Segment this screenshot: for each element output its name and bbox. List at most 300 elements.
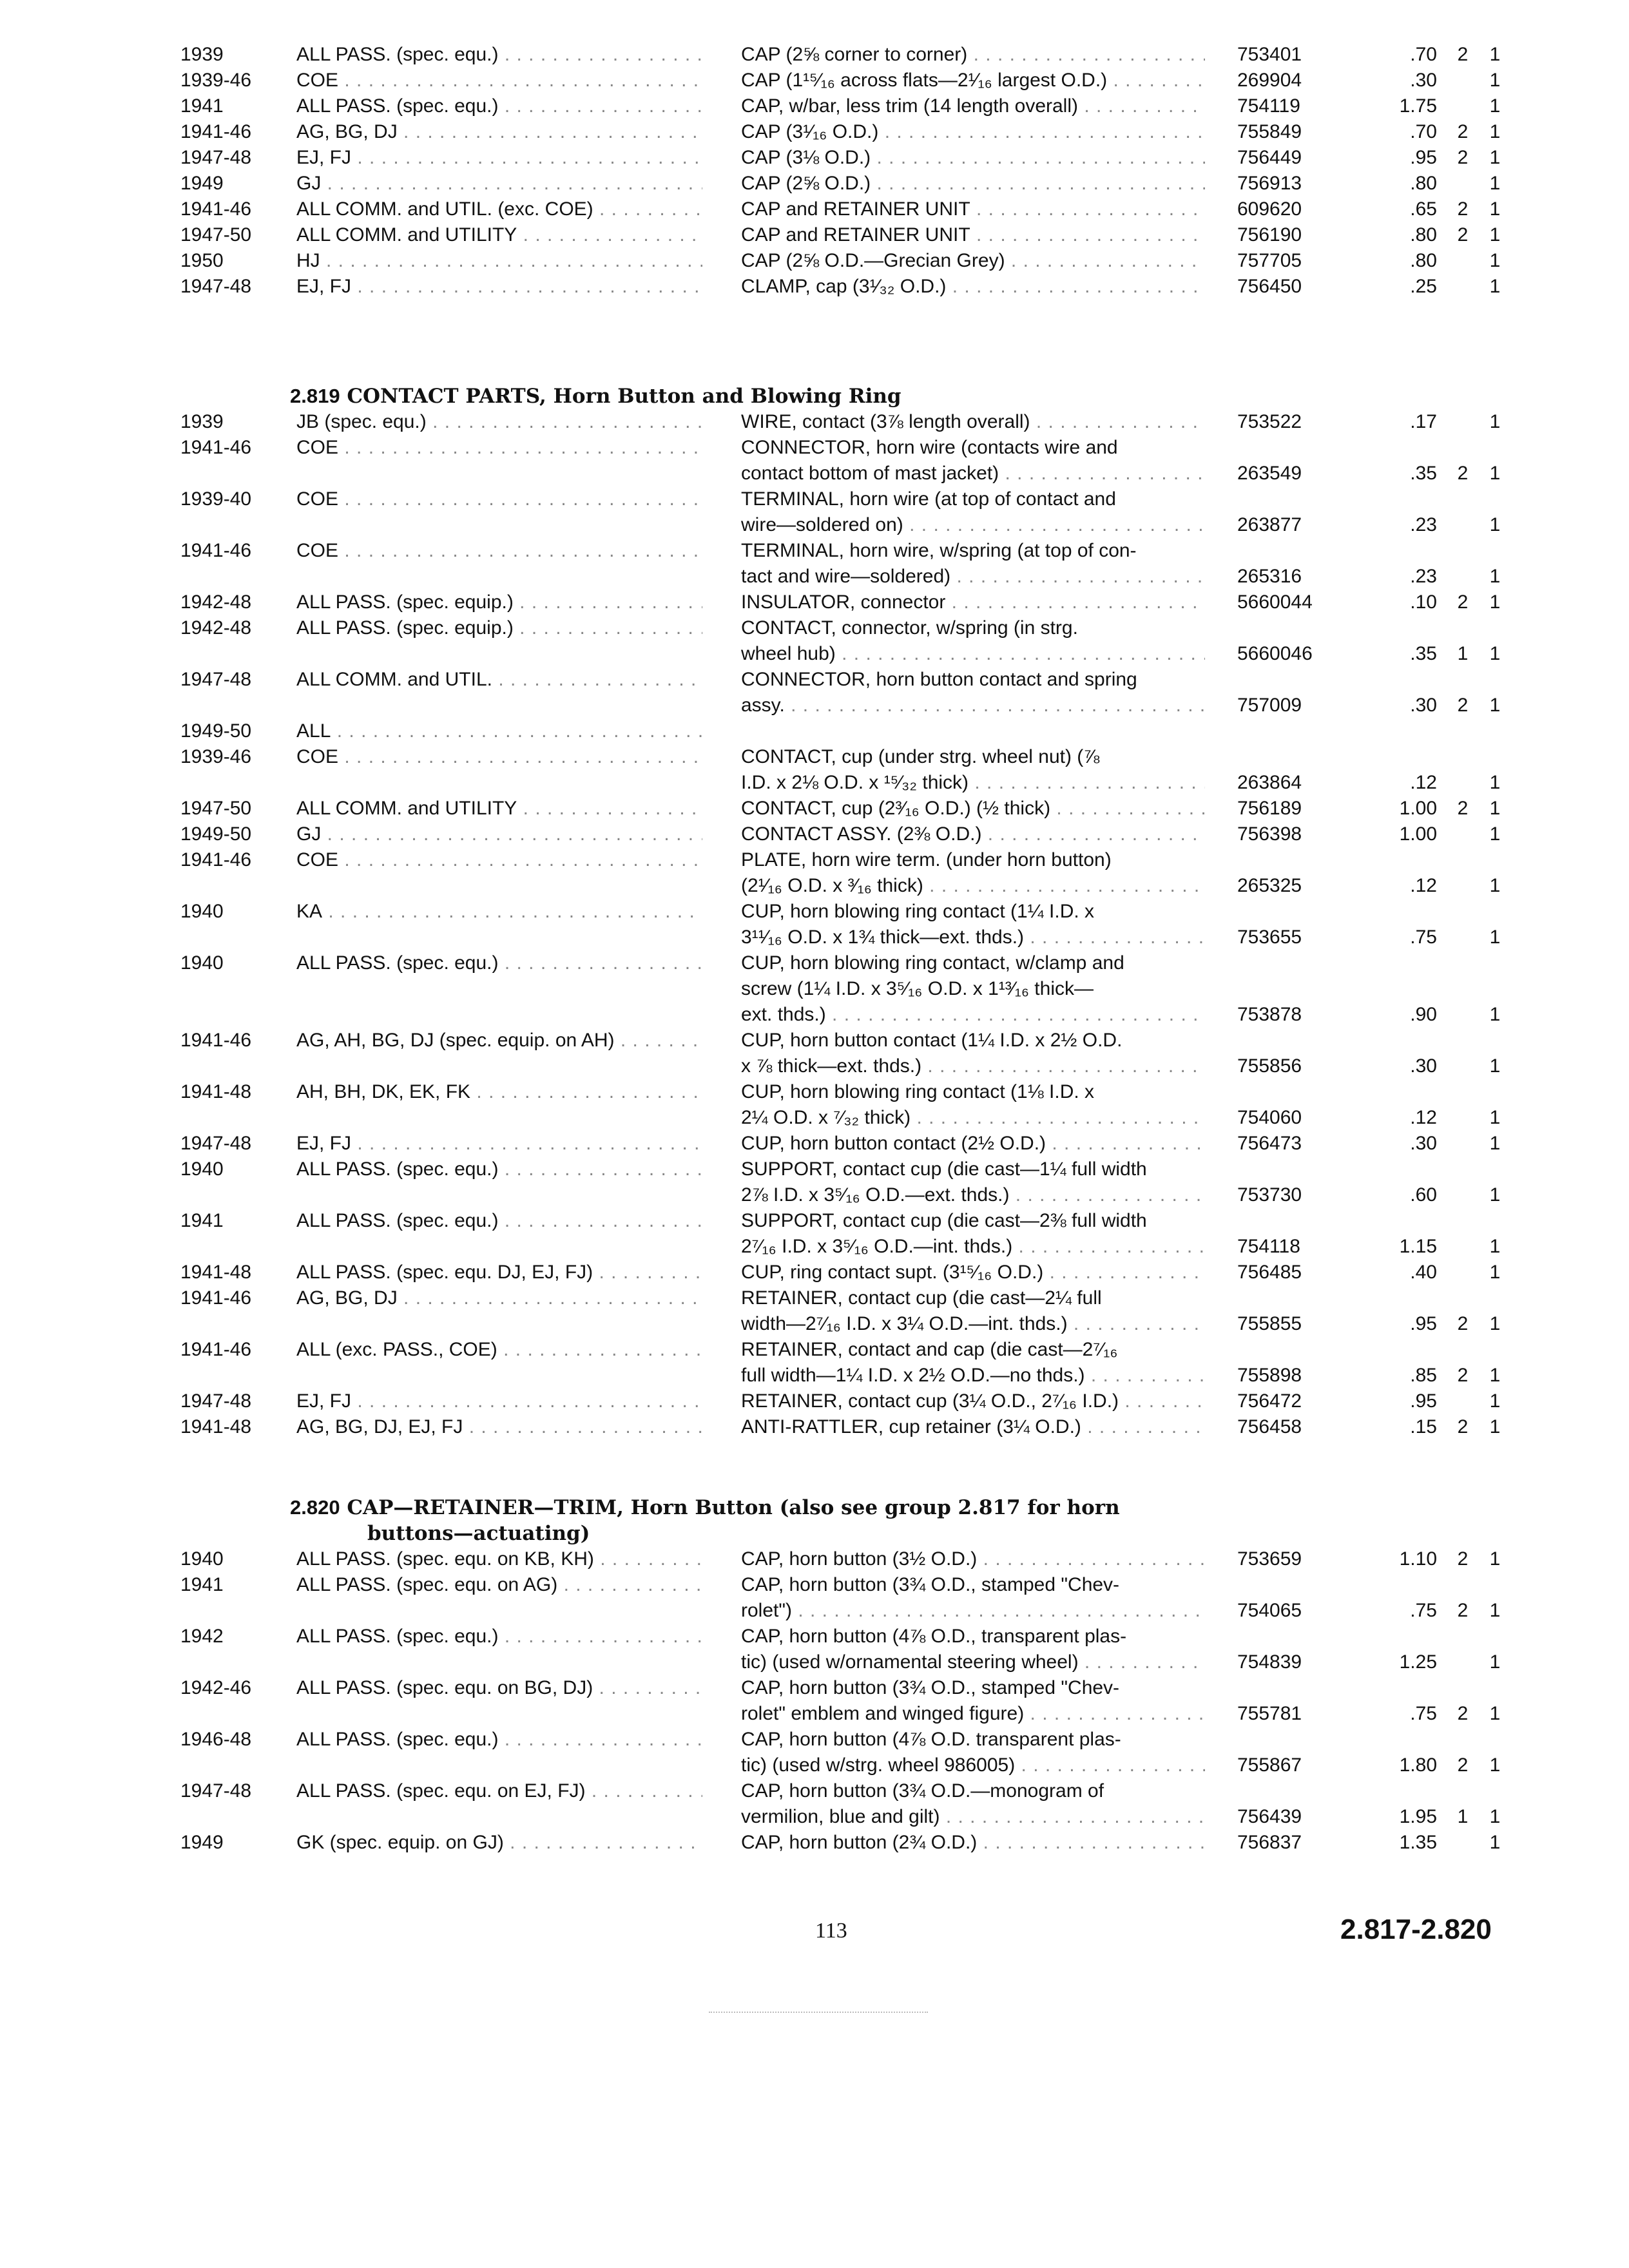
part-description: CAP (2⅝ corner to corner) . . .: [741, 42, 1205, 68]
quantity-a: 2: [1457, 147, 1469, 168]
part-description: ANTI-RATTLER, cup retainer (3¼ O.D.) . . .: [741, 1414, 1205, 1440]
quantity-a: 2: [1457, 1754, 1469, 1776]
model-years: 1949-50: [180, 720, 252, 742]
list-price: .30: [1410, 1133, 1437, 1154]
section-heading: [290, 1495, 1120, 1521]
part-number: 269904: [1237, 70, 1302, 91]
page-number: 113: [815, 1919, 847, 1943]
model-years: 1947-50: [180, 224, 252, 245]
list-price: .23: [1410, 566, 1437, 587]
catalog-row: [0, 409, 1629, 435]
model-years: 1941: [180, 1210, 224, 1231]
part-description: CAP (2⅝ O.D.—Grecian Grey) . . .: [741, 248, 1205, 274]
model-applications: ALL PASS. (spec. equip.) . . .: [296, 590, 702, 615]
part-description: contact bottom of mast jacket) . . .: [741, 461, 1205, 486]
list-price: 1.00: [1399, 798, 1437, 819]
model-applications: ALL (exc. PASS., COE) . . .: [296, 1337, 702, 1363]
list-price: 1.15: [1399, 1236, 1437, 1257]
part-number: 755781: [1237, 1703, 1302, 1724]
part-description: assy. . . .: [741, 693, 1205, 718]
list-price: .12: [1410, 772, 1437, 793]
part-description: 2¼ O.D. x ⁷⁄₃₂ thick) . . .: [741, 1105, 1205, 1131]
part-number: 754118: [1237, 1236, 1300, 1257]
part-number: 753878: [1237, 1004, 1302, 1025]
part-number: 753522: [1237, 411, 1302, 432]
part-description: CAP, horn button (3¾ O.D.—monogram of: [741, 1780, 1104, 1802]
list-price: .95: [1410, 147, 1437, 168]
quantity-b: 1: [1489, 1262, 1501, 1283]
part-description: CUP, horn button contact (2½ O.D.) . . .: [741, 1131, 1205, 1157]
catalog-row: [0, 222, 1629, 248]
quantity-b: 1: [1489, 463, 1501, 484]
model-applications: COE . . .: [296, 486, 702, 512]
model-applications: ALL PASS. (spec. equ.) . . .: [296, 1727, 702, 1753]
model-applications: ALL COMM. and UTIL. . . .: [296, 667, 702, 693]
part-description: x ⅞ thick—ext. thds.) . . .: [741, 1053, 1205, 1079]
model-applications: ALL COMM. and UTIL. (exc. COE) . . .: [296, 197, 702, 222]
model-applications: AH, BH, DK, EK, FK . . .: [296, 1079, 702, 1105]
catalog-row: [0, 171, 1629, 197]
scan-artifact: [709, 2012, 928, 2015]
model-years: 1940: [180, 952, 224, 974]
part-description: CUP, horn blowing ring contact (1¼ I.D. x: [741, 901, 1095, 922]
quantity-a: 2: [1457, 1365, 1469, 1386]
catalog-row: [0, 615, 1629, 667]
quantity-b: 1: [1489, 1703, 1501, 1724]
part-description: 3¹¹⁄₁₆ O.D. x 1¾ thick—ext. thds.) . . .: [741, 925, 1205, 950]
quantity-b: 1: [1489, 1390, 1501, 1412]
part-description: CUP, horn blowing ring contact, w/clamp and: [741, 952, 1124, 974]
quantity-b: 1: [1489, 566, 1501, 587]
quantity-a: 2: [1457, 1313, 1469, 1334]
part-description: CUP, ring contact supt. (3¹⁵⁄₁₆ O.D.) . . .: [741, 1260, 1205, 1285]
catalog-row: [0, 590, 1629, 615]
model-years: 1950: [180, 250, 224, 271]
part-description: (2¹⁄₁₆ O.D. x ³⁄₁₆ thick) . . .: [741, 873, 1205, 899]
list-price: .12: [1410, 1107, 1437, 1128]
model-applications: COE . . .: [296, 847, 702, 873]
part-number: 756837: [1237, 1832, 1302, 1853]
part-description: CUP, horn button contact (1¼ I.D. x 2½ O.D.: [741, 1030, 1123, 1051]
catalog-row: [0, 1337, 1629, 1389]
part-number: 756458: [1237, 1416, 1302, 1437]
catalog-row: [0, 1079, 1629, 1131]
quantity-b: 1: [1489, 798, 1501, 819]
part-description: WIRE, contact (3⅞ length overall) . . .: [741, 409, 1205, 435]
model-applications: AG, BG, DJ . . .: [296, 119, 702, 145]
quantity-a: 2: [1457, 1416, 1469, 1437]
list-price: .85: [1410, 1365, 1437, 1386]
catalog-row: [0, 667, 1629, 718]
part-number: 756439: [1237, 1806, 1302, 1827]
quantity-b: 1: [1489, 1184, 1501, 1206]
part-description: CAP (3¹⁄₁₆ O.D.) . . .: [741, 119, 1205, 145]
model-applications: COE . . .: [296, 744, 702, 770]
model-years: 1939-46: [180, 746, 252, 767]
part-description: rolet" emblem and winged figure) . . .: [741, 1701, 1205, 1727]
model-years: 1942: [180, 1626, 224, 1647]
catalog-row: [0, 1131, 1629, 1157]
quantity-b: 1: [1489, 1754, 1501, 1776]
model-years: 1947-48: [180, 1390, 252, 1412]
catalog-row: [0, 68, 1629, 93]
part-number: 756473: [1237, 1133, 1302, 1154]
catalog-row: [0, 1778, 1629, 1830]
list-price: 1.95: [1399, 1806, 1437, 1827]
model-years: 1942-48: [180, 591, 252, 613]
catalog-row: [0, 486, 1629, 538]
part-number: 754839: [1237, 1651, 1302, 1673]
model-years: 1939-40: [180, 488, 252, 510]
catalog-row: [0, 145, 1629, 171]
section-title: CAP—RETAINER—TRIM, Horn Button (also see group 2.817 for horn: [347, 1496, 1120, 1519]
part-number: 263864: [1237, 772, 1302, 793]
part-description: rolet") . . .: [741, 1598, 1205, 1624]
part-description: CONTACT, cup (under strg. wheel nut) (⅞: [741, 746, 1100, 767]
part-description: CAP, horn button (3½ O.D.) . . .: [741, 1546, 1205, 1572]
part-number: 756450: [1237, 276, 1302, 297]
list-price: .23: [1410, 514, 1437, 535]
model-applications: ALL PASS. (spec. equ. on AG) . . .: [296, 1572, 702, 1598]
quantity-b: 1: [1489, 1832, 1501, 1853]
quantity-a: 2: [1457, 798, 1469, 819]
section-heading: [290, 383, 901, 409]
model-applications: COE . . .: [296, 538, 702, 564]
list-price: .95: [1410, 1313, 1437, 1334]
catalog-row: [0, 1208, 1629, 1260]
quantity-b: 1: [1489, 250, 1501, 271]
part-description: CAP (1¹⁵⁄₁₆ across flats—2¹⁄₁₆ largest O.D.) . . .: [741, 68, 1205, 93]
catalog-row: [0, 1546, 1629, 1572]
part-number: 756485: [1237, 1262, 1302, 1283]
list-price: .35: [1410, 463, 1437, 484]
part-description: CONTACT, cup (2³⁄₁₆ O.D.) (½ thick) . . .: [741, 796, 1205, 822]
part-description: CAP, horn button (2¾ O.D.) . . .: [741, 1830, 1205, 1856]
quantity-b: 1: [1489, 772, 1501, 793]
part-number: 754060: [1237, 1107, 1302, 1128]
part-number: 756190: [1237, 224, 1302, 245]
model-years: 1947-50: [180, 798, 252, 819]
quantity-b: 1: [1489, 695, 1501, 716]
section-number: 2.819: [290, 385, 340, 407]
model-years: 1940: [180, 1548, 224, 1570]
list-price: .80: [1410, 173, 1437, 194]
part-description: CLAMP, cap (3¹⁄₃₂ O.D.) . . .: [741, 274, 1205, 300]
model-years: 1941-46: [180, 198, 252, 220]
quantity-b: 1: [1489, 1133, 1501, 1154]
list-price: .10: [1410, 591, 1437, 613]
model-applications: ALL . . .: [296, 718, 702, 744]
part-number: 263549: [1237, 463, 1302, 484]
part-description: CAP, horn button (4⅞ O.D. transparent plas-: [741, 1729, 1121, 1750]
catalog-row: [0, 718, 1629, 744]
model-years: 1947-48: [180, 147, 252, 168]
model-years: 1941-46: [180, 121, 252, 142]
quantity-b: 1: [1489, 1107, 1501, 1128]
part-description: CONNECTOR, horn button contact and spring: [741, 669, 1137, 690]
part-number: 756472: [1237, 1390, 1302, 1412]
list-price: .80: [1410, 224, 1437, 245]
part-number: 5660046: [1237, 643, 1313, 664]
part-description: CAP and RETAINER UNIT . . .: [741, 197, 1205, 222]
quantity-b: 1: [1489, 276, 1501, 297]
catalog-row: [0, 1414, 1629, 1440]
quantity-b: 1: [1489, 121, 1501, 142]
part-number: 756189: [1237, 798, 1302, 819]
model-applications: KA . . .: [296, 899, 702, 925]
list-price: .75: [1410, 1600, 1437, 1621]
quantity-a: 2: [1457, 463, 1469, 484]
part-description: screw (1¼ I.D. x 3⁵⁄₁₆ O.D. x 1¹³⁄₁₆ thick—: [741, 978, 1094, 999]
model-years: 1939-46: [180, 70, 252, 91]
model-applications: ALL COMM. and UTILITY . . .: [296, 222, 702, 248]
catalog-row: [0, 119, 1629, 145]
group-range: 2.817-2.820: [1340, 1914, 1492, 1945]
part-description: RETAINER, contact and cap (die cast—2⁷⁄₁₆: [741, 1339, 1118, 1360]
model-applications: AG, AH, BG, DJ (spec. equip. on AH) . . .: [296, 1028, 702, 1053]
part-number: 755898: [1237, 1365, 1302, 1386]
part-description: 2⅞ I.D. x 3⁵⁄₁₆ O.D.—ext. thds.) . . .: [741, 1182, 1205, 1208]
quantity-b: 1: [1489, 411, 1501, 432]
list-price: .95: [1410, 1390, 1437, 1412]
part-description: TERMINAL, horn wire, w/spring (at top of con-: [741, 540, 1137, 561]
part-description: PLATE, horn wire term. (under horn button): [741, 849, 1112, 870]
model-applications: ALL PASS. (spec. equ.) . . .: [296, 1157, 702, 1182]
model-applications: ALL PASS. (spec. equ.) . . .: [296, 1624, 702, 1649]
model-years: 1941-48: [180, 1262, 252, 1283]
list-price: .17: [1410, 411, 1437, 432]
quantity-b: 1: [1489, 198, 1501, 220]
model-applications: ALL PASS. (spec. equ. on KB, KH) . . .: [296, 1546, 702, 1572]
model-applications: COE . . .: [296, 68, 702, 93]
quantity-b: 1: [1489, 591, 1501, 613]
part-number: 755867: [1237, 1754, 1302, 1776]
model-years: 1941: [180, 95, 224, 117]
model-years: 1947-48: [180, 1133, 252, 1154]
part-number: 757705: [1237, 250, 1302, 271]
model-years: 1941-46: [180, 1030, 252, 1051]
part-number: 756449: [1237, 147, 1302, 168]
list-price: .40: [1410, 1262, 1437, 1283]
quantity-b: 1: [1489, 1004, 1501, 1025]
quantity-b: 1: [1489, 70, 1501, 91]
list-price: .70: [1410, 44, 1437, 65]
model-applications: HJ . . .: [296, 248, 702, 274]
part-description: SUPPORT, contact cup (die cast—1¼ full width: [741, 1158, 1147, 1180]
model-applications: EJ, FJ . . .: [296, 145, 702, 171]
quantity-a: 2: [1457, 198, 1469, 220]
section-number: 2.820: [290, 1496, 340, 1519]
model-years: 1949: [180, 173, 224, 194]
quantity-a: 2: [1457, 1703, 1469, 1724]
part-number: 754065: [1237, 1600, 1302, 1621]
model-years: 1941-46: [180, 1287, 252, 1309]
part-description: CAP (3⅛ O.D.) . . .: [741, 145, 1205, 171]
list-price: 1.00: [1399, 823, 1437, 845]
catalog-row: [0, 1285, 1629, 1337]
model-years: 1942-46: [180, 1677, 252, 1698]
part-description: ext. thds.) . . .: [741, 1002, 1205, 1028]
list-price: .12: [1410, 875, 1437, 896]
catalog-row: [0, 1624, 1629, 1675]
catalog-row: [0, 1572, 1629, 1624]
model-applications: ALL PASS. (spec. equ. on BG, DJ) . . .: [296, 1675, 702, 1701]
quantity-b: 1: [1489, 1055, 1501, 1077]
part-description: CAP and RETAINER UNIT . . .: [741, 222, 1205, 248]
list-price: .30: [1410, 70, 1437, 91]
model-applications: ALL PASS. (spec. equ. DJ, EJ, FJ) . . .: [296, 1260, 702, 1285]
catalog-row: [0, 197, 1629, 222]
part-number: 753401: [1237, 44, 1302, 65]
part-description: RETAINER, contact cup (3¼ O.D., 2⁷⁄₁₆ I.D.) . . .: [741, 1389, 1205, 1414]
quantity-a: 2: [1457, 44, 1469, 65]
part-description: CONTACT ASSY. (2⅜ O.D.) . . .: [741, 822, 1205, 847]
part-number: 5660044: [1237, 591, 1313, 613]
model-applications: JB (spec. equ.) . . .: [296, 409, 702, 435]
quantity-b: 1: [1489, 643, 1501, 664]
quantity-b: 1: [1489, 823, 1501, 845]
quantity-b: 1: [1489, 1806, 1501, 1827]
quantity-a: 2: [1457, 695, 1469, 716]
list-price: .35: [1410, 643, 1437, 664]
model-applications: ALL PASS. (spec. equip.) . . .: [296, 615, 702, 641]
catalog-row: [0, 42, 1629, 68]
model-applications: ALL COMM. and UTILITY . . .: [296, 796, 702, 822]
quantity-b: 1: [1489, 875, 1501, 896]
part-number: 265316: [1237, 566, 1302, 587]
catalog-row: [0, 538, 1629, 590]
list-price: 1.75: [1399, 95, 1437, 117]
model-years: 1949: [180, 1832, 224, 1853]
model-years: 1942-48: [180, 617, 252, 639]
quantity-a: 1: [1457, 1806, 1469, 1827]
part-number: 753730: [1237, 1184, 1302, 1206]
part-description: CONNECTOR, horn wire (contacts wire and: [741, 437, 1118, 458]
catalog-row: [0, 435, 1629, 486]
model-applications: EJ, FJ . . .: [296, 274, 702, 300]
model-years: 1949-50: [180, 823, 252, 845]
quantity-b: 1: [1489, 147, 1501, 168]
model-applications: GJ . . .: [296, 171, 702, 197]
quantity-a: 1: [1457, 643, 1469, 664]
part-description: 2⁷⁄₁₆ I.D. x 3⁵⁄₁₆ O.D.—int. thds.) . . .: [741, 1234, 1205, 1260]
list-price: .90: [1410, 1004, 1437, 1025]
model-applications: ALL PASS. (spec. equ.) . . .: [296, 950, 702, 976]
catalog-row: [0, 950, 1629, 1028]
quantity-b: 1: [1489, 1236, 1501, 1257]
list-price: .15: [1410, 1416, 1437, 1437]
catalog-row: [0, 1028, 1629, 1079]
catalog-row: [0, 1830, 1629, 1856]
catalog-row: [0, 1389, 1629, 1414]
part-number: 757009: [1237, 695, 1302, 716]
list-price: .60: [1410, 1184, 1437, 1206]
model-applications: GK (spec. equip. on GJ) . . .: [296, 1830, 702, 1856]
part-description: tic) (used w/ornamental steering wheel) . . .: [741, 1649, 1205, 1675]
catalog-row: [0, 274, 1629, 300]
quantity-b: 1: [1489, 95, 1501, 117]
catalog-row: [0, 744, 1629, 796]
model-years: 1940: [180, 1158, 224, 1180]
list-price: 1.80: [1399, 1754, 1437, 1776]
catalog-row: [0, 899, 1629, 950]
quantity-a: 2: [1457, 1600, 1469, 1621]
catalog-row: [0, 248, 1629, 274]
quantity-b: 1: [1489, 1600, 1501, 1621]
part-description: INSULATOR, connector . . .: [741, 590, 1205, 615]
part-description: CAP, horn button (4⅞ O.D., transparent plas-: [741, 1626, 1127, 1647]
model-applications: AG, BG, DJ . . .: [296, 1285, 702, 1311]
part-number: 609620: [1237, 198, 1302, 220]
quantity-a: 2: [1457, 591, 1469, 613]
list-price: .75: [1410, 927, 1437, 948]
model-years: 1941: [180, 1574, 224, 1595]
part-description: CAP, horn button (3¾ O.D., stamped "Chev-: [741, 1574, 1120, 1595]
quantity-a: 2: [1457, 1548, 1469, 1570]
model-years: 1947-48: [180, 669, 252, 690]
catalog-row: [0, 847, 1629, 899]
list-price: .80: [1410, 250, 1437, 271]
model-years: 1940: [180, 901, 224, 922]
part-number: 263877: [1237, 514, 1302, 535]
model-applications: ALL PASS. (spec. equ.) . . .: [296, 42, 702, 68]
quantity-b: 1: [1489, 1313, 1501, 1334]
quantity-a: 2: [1457, 121, 1469, 142]
part-number: 756913: [1237, 173, 1302, 194]
part-number: 755849: [1237, 121, 1302, 142]
part-description: CAP (2⅝ O.D.) . . .: [741, 171, 1205, 197]
model-years: 1941-46: [180, 437, 252, 458]
quantity-b: 1: [1489, 173, 1501, 194]
section-title: CONTACT PARTS, Horn Button and Blowing Ring: [347, 385, 901, 408]
model-years: 1939: [180, 44, 224, 65]
part-description: CAP, horn button (3¾ O.D., stamped "Chev-: [741, 1677, 1120, 1698]
quantity-b: 1: [1489, 514, 1501, 535]
list-price: .65: [1410, 198, 1437, 220]
catalog-row: [0, 796, 1629, 822]
part-number: 755856: [1237, 1055, 1302, 1077]
catalog-row: [0, 93, 1629, 119]
model-years: 1947-48: [180, 276, 252, 297]
catalog-row: [0, 1675, 1629, 1727]
quantity-b: 1: [1489, 1365, 1501, 1386]
catalog-row: [0, 1157, 1629, 1208]
model-applications: ALL PASS. (spec. equ.) . . .: [296, 1208, 702, 1234]
part-number: 753659: [1237, 1548, 1302, 1570]
list-price: .75: [1410, 1703, 1437, 1724]
part-description: CONTACT, connector, w/spring (in strg.: [741, 617, 1078, 639]
part-number: 754119: [1237, 95, 1300, 117]
part-description: wire—soldered on) . . .: [741, 512, 1205, 538]
part-number: 265325: [1237, 875, 1302, 896]
list-price: 1.35: [1399, 1832, 1437, 1853]
part-number: 755855: [1237, 1313, 1302, 1334]
catalog-row: [0, 1727, 1629, 1778]
section-title-continued: buttons—actuating): [367, 1522, 590, 1545]
part-description: CAP, w/bar, less trim (14 length overall) . . .: [741, 93, 1205, 119]
model-years: 1946-48: [180, 1729, 252, 1750]
model-applications: EJ, FJ . . .: [296, 1131, 702, 1157]
quantity-b: 1: [1489, 1416, 1501, 1437]
list-price: 1.10: [1399, 1548, 1437, 1570]
quantity-b: 1: [1489, 1548, 1501, 1570]
part-description: I.D. x 2⅛ O.D. x ¹⁵⁄₃₂ thick) . . .: [741, 770, 1205, 796]
model-applications: ALL PASS. (spec. equ. on EJ, FJ) . . .: [296, 1778, 702, 1804]
model-years: 1941-46: [180, 1339, 252, 1360]
part-description: vermilion, blue and gilt) . . .: [741, 1804, 1205, 1830]
list-price: .30: [1410, 1055, 1437, 1077]
part-description: TERMINAL, horn wire (at top of contact and: [741, 488, 1116, 510]
